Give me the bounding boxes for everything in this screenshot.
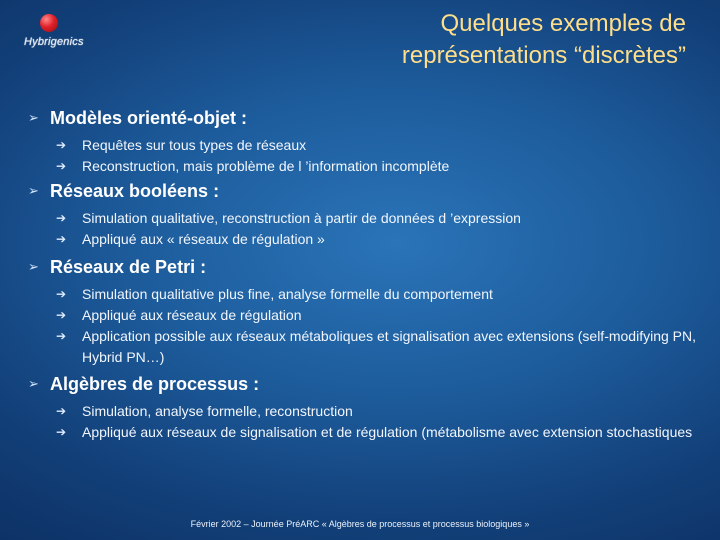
list-item-text: Simulation qualitative plus fine, analyse formelle du comportement — [82, 286, 493, 302]
arrow-right-icon: ➔ — [56, 329, 67, 343]
section-items — [56, 208, 696, 250]
arrow-right-icon: ➔ — [56, 159, 67, 173]
list-item — [56, 156, 696, 177]
section-label: Réseaux de Petri : — [50, 257, 207, 277]
chevron-right-outline-icon: ➢ — [28, 111, 39, 126]
arrow-right-icon: ➔ — [56, 232, 67, 246]
section-heading — [28, 108, 688, 132]
list-item-text: Simulation, analyse formelle, reconstruction — [82, 403, 353, 419]
title-line-1: Quelques exemples de — [440, 10, 686, 37]
slide-title — [166, 8, 686, 72]
list-item — [56, 401, 696, 422]
list-item — [56, 284, 696, 305]
list-item — [56, 135, 696, 156]
title-line-2: représentations “discrètes” — [401, 42, 686, 69]
section-label: Réseaux booléens : — [50, 181, 220, 201]
list-item-text: Appliqué aux réseaux de signalisation et de régulation (métabolisme avec extension stochastiques — [82, 424, 693, 440]
list-item-text: Application possible aux réseaux métaboliques et signalisation avec extensions (self-modifying PN, Hybrid PN…) — [82, 328, 696, 365]
section-label: Modèles orienté-objet : — [50, 108, 248, 128]
slide-footer: Février 2002 – Journée PréARC « Algèbres de processus et processus biologiques » — [190, 519, 530, 529]
arrow-right-icon: ➔ — [56, 287, 67, 301]
list-item — [56, 229, 696, 250]
list-item — [56, 422, 696, 443]
chevron-right-outline-icon: ➢ — [28, 260, 39, 275]
arrow-right-icon: ➔ — [56, 308, 67, 322]
section-heading — [28, 257, 688, 281]
logo-text: Hybrigenics — [24, 36, 84, 48]
list-item-text: Requêtes sur tous types de réseaux — [82, 137, 307, 153]
arrow-right-icon: ➔ — [56, 211, 67, 225]
section-label: Algèbres de processus : — [50, 374, 260, 394]
chevron-right-outline-icon: ➢ — [28, 377, 39, 392]
list-item-text: Simulation qualitative, reconstruction à partir de données d ’expression — [82, 210, 521, 226]
list-item-text: Reconstruction, mais problème de l ’information incomplète — [82, 158, 450, 174]
list-item — [56, 305, 696, 326]
list-item-text: Appliqué aux « réseaux de régulation » — [82, 231, 325, 247]
arrow-right-icon: ➔ — [56, 404, 67, 418]
red-ball-icon — [40, 14, 58, 32]
arrow-right-icon: ➔ — [56, 425, 67, 439]
chevron-right-outline-icon: ➢ — [28, 184, 39, 199]
arrow-right-icon: ➔ — [56, 138, 67, 152]
section-heading — [28, 374, 688, 398]
section-heading — [28, 181, 688, 205]
section-items — [56, 284, 696, 368]
list-item — [56, 208, 696, 229]
logo — [24, 14, 88, 58]
list-item-text: Appliqué aux réseaux de régulation — [82, 307, 302, 323]
section-items — [56, 135, 696, 177]
section-items — [56, 401, 696, 443]
list-item — [56, 326, 696, 368]
